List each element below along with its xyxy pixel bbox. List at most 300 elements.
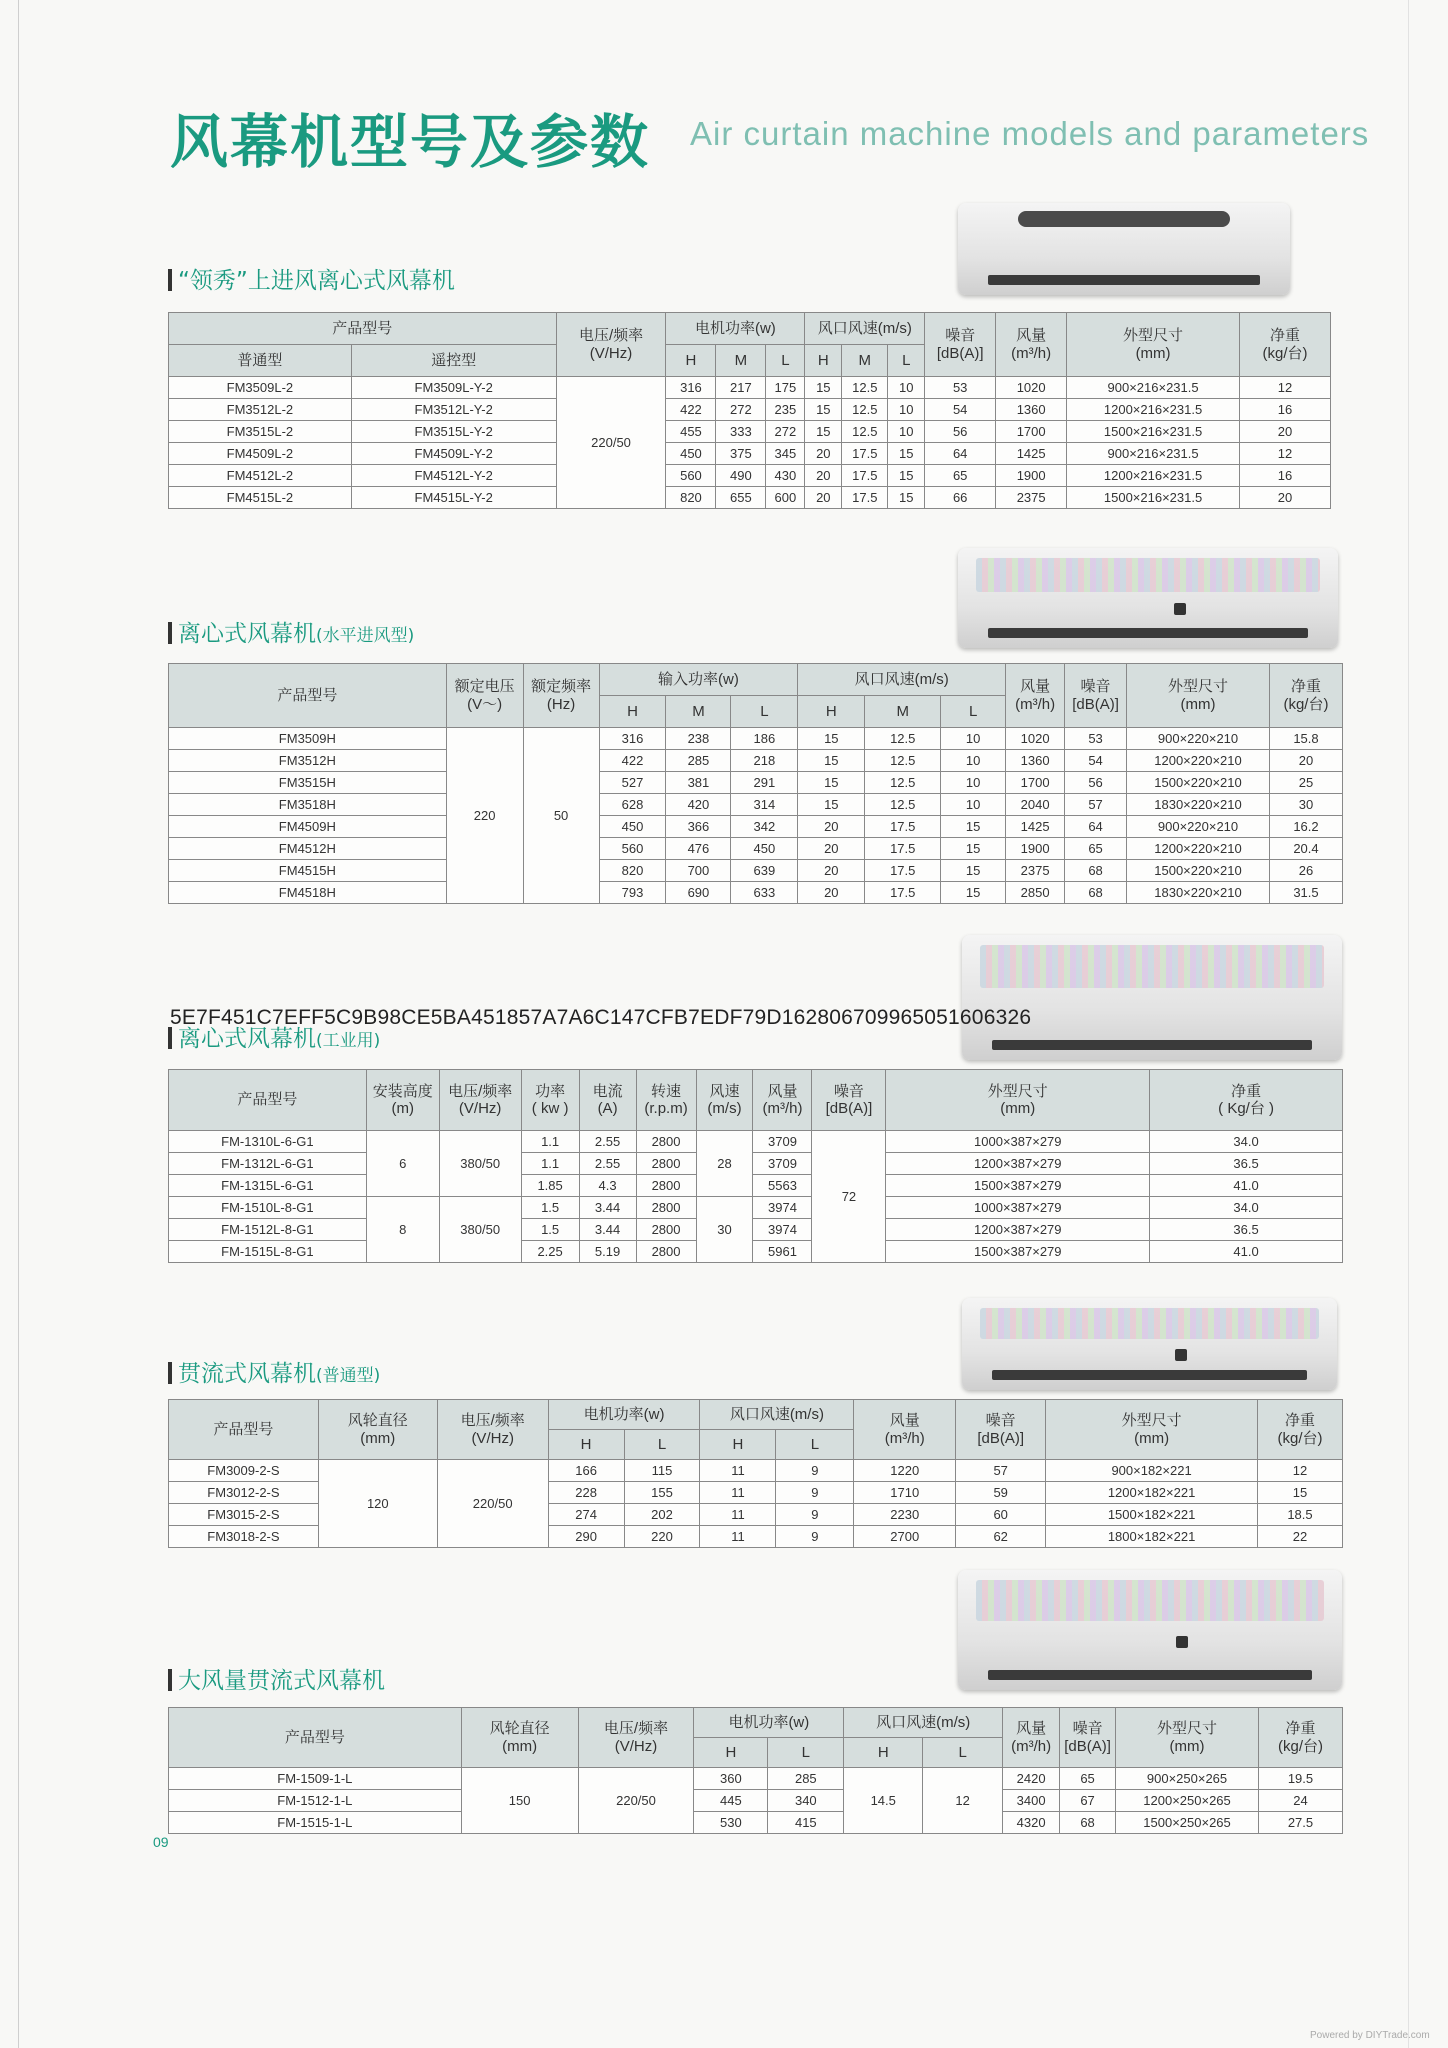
table-cell: 2.25: [521, 1241, 579, 1263]
table-cell: 1360: [996, 399, 1067, 421]
model-normal-cell: FM3515L-2: [169, 421, 352, 443]
table-cell: 217: [716, 377, 766, 399]
table-cell: 2375: [1006, 860, 1065, 882]
table-cell: 1.1: [521, 1153, 579, 1175]
table-cell: 9: [776, 1526, 854, 1548]
table-cell: 1700: [996, 421, 1067, 443]
col-air: 风量 (m³/h): [753, 1070, 812, 1131]
section1-title: “领秀”上进风离心式风幕机: [168, 262, 455, 295]
table-cell: 445: [694, 1790, 768, 1812]
table-cell: 1500×387×279: [886, 1241, 1150, 1263]
table-cell: 11: [700, 1482, 776, 1504]
table-cell: 560: [666, 465, 716, 487]
model-cell: FM3015-2-S: [169, 1504, 319, 1526]
col-noise: 噪音 [dB(A)]: [812, 1070, 886, 1131]
table-cell: 900×250×265: [1116, 1768, 1259, 1790]
table-cell: 20: [1240, 421, 1331, 443]
col-air: 风量 (m³/h): [854, 1400, 956, 1460]
model-cell: FM-1512-1-L: [169, 1790, 462, 1812]
col-wheel: 风轮直径 (mm): [318, 1400, 437, 1460]
model-cell: FM-1509-1-L: [169, 1768, 462, 1790]
table-cell: 1360: [1006, 750, 1065, 772]
table-cell: 333: [716, 421, 766, 443]
table-cell: 24: [1258, 1790, 1342, 1812]
col-weight: 净重 (kg/台): [1257, 1400, 1342, 1460]
table-cell: 64: [1065, 816, 1127, 838]
table-cell: 62: [956, 1526, 1046, 1548]
table-cell: 10: [941, 794, 1006, 816]
table-cell: 11: [700, 1460, 776, 1482]
table-cell: 3.44: [579, 1219, 636, 1241]
col-voltage: 电压/频率 (V/Hz): [556, 313, 666, 377]
col-speed-l: L: [776, 1430, 854, 1460]
col-speed-l: L: [923, 1738, 1003, 1768]
table-cell: 1425: [996, 443, 1067, 465]
model-cell: FM3512H: [169, 750, 447, 772]
col-dim: 外型尺寸 (mm): [1116, 1708, 1259, 1768]
table-cell: 450: [666, 443, 716, 465]
table-cell: 20: [805, 443, 842, 465]
table-cell: 9: [776, 1504, 854, 1526]
table-cell: 1500×182×221: [1046, 1504, 1258, 1526]
col-speed-h: H: [805, 345, 842, 377]
table-cell: 1900: [1006, 838, 1065, 860]
table-row: [169, 1768, 1343, 1790]
wheel-cell: 120: [318, 1460, 437, 1548]
table-cell: 1220: [854, 1460, 956, 1482]
table-cell: 1800×182×221: [1046, 1526, 1258, 1548]
table-cell: 68: [1065, 860, 1127, 882]
table-cell: 220: [624, 1526, 700, 1548]
model-remote-cell: FM4512L-Y-2: [351, 465, 556, 487]
table-cell: 291: [731, 772, 798, 794]
table-cell: 2040: [1006, 794, 1065, 816]
table-cell: 166: [548, 1460, 624, 1482]
table-cell: 68: [1065, 882, 1127, 904]
col-power-h: H: [694, 1738, 768, 1768]
table-cell: 2.55: [579, 1153, 636, 1175]
col-power-h: H: [666, 345, 716, 377]
table-row: [169, 816, 1343, 838]
section3-title: 离心式风幕机(工业用): [168, 1020, 380, 1053]
table-cell: 1900: [996, 465, 1067, 487]
table-cell: 1.5: [521, 1197, 579, 1219]
table-cell: 218: [731, 750, 798, 772]
height-cell: 6: [366, 1131, 439, 1197]
table-cell: 15: [941, 882, 1006, 904]
col-weight: 净重 ( Kg/台 ): [1150, 1070, 1343, 1131]
table-cell: 530: [694, 1812, 768, 1834]
col-speed-h: H: [798, 696, 865, 728]
model-cell: FM-1510L-8-G1: [169, 1197, 367, 1219]
table-cell: 15: [798, 794, 865, 816]
col-dim: 外型尺寸 (mm): [1127, 664, 1270, 728]
table-cell: 15: [941, 838, 1006, 860]
col-weight: 净重 (kg/台): [1258, 1708, 1342, 1768]
table-cell: 20: [1269, 750, 1342, 772]
table-cell: 10: [941, 750, 1006, 772]
table-cell: 1020: [1006, 728, 1065, 750]
table-cell: 1830×220×210: [1127, 882, 1270, 904]
table-cell: 53: [925, 377, 996, 399]
table-cell: 30: [1269, 794, 1342, 816]
table-cell: 1500×387×279: [886, 1175, 1150, 1197]
table-cell: 360: [694, 1768, 768, 1790]
table-cell: 3709: [753, 1153, 812, 1175]
table-cell: 5961: [753, 1241, 812, 1263]
table-cell: 20: [798, 838, 865, 860]
col-power: 功率 ( kw ): [521, 1070, 579, 1131]
product-image-industrial: [962, 935, 1342, 1060]
table-cell: 285: [768, 1768, 844, 1790]
table-row: [169, 882, 1343, 904]
table-cell: 34.0: [1150, 1197, 1343, 1219]
table-cell: 15: [1257, 1482, 1342, 1504]
col-speed-m: M: [865, 696, 941, 728]
table-cell: 12: [1240, 377, 1331, 399]
table-cell: 20: [805, 465, 842, 487]
table-cell: 238: [666, 728, 731, 750]
table-row: [169, 399, 1331, 421]
table-cell: 900×220×210: [1127, 816, 1270, 838]
table-cell: 1200×220×210: [1127, 750, 1270, 772]
table-cell: 1425: [1006, 816, 1065, 838]
model-cell: FM-1310L-6-G1: [169, 1131, 367, 1153]
table-cell: 2800: [636, 1175, 696, 1197]
table-cell: 65: [925, 465, 996, 487]
table-row: [169, 487, 1331, 509]
model-remote-cell: FM4515L-Y-2: [351, 487, 556, 509]
model-cell: FM3518H: [169, 794, 447, 816]
table-cell: 41.0: [1150, 1175, 1343, 1197]
table-cell: 12.5: [842, 399, 888, 421]
table-cell: 9: [776, 1460, 854, 1482]
table-cell: 155: [624, 1482, 700, 1504]
col-power: 电机功率(w): [548, 1400, 700, 1430]
table-cell: 12.5: [865, 750, 941, 772]
table-cell: 366: [666, 816, 731, 838]
voltage-cell: 220/50: [437, 1460, 548, 1548]
table-row: [169, 377, 1331, 399]
model-cell: FM-1515-1-L: [169, 1812, 462, 1834]
model-normal-cell: FM4509L-2: [169, 443, 352, 465]
table-cell: 476: [666, 838, 731, 860]
col-noise: 噪音 [dB(A)]: [956, 1400, 1046, 1460]
table-cell: 1500×220×210: [1127, 860, 1270, 882]
model-cell: FM-1315L-6-G1: [169, 1175, 367, 1197]
col-speed: 风口风速(m/s): [700, 1400, 854, 1430]
table-cell: 1500×216×231.5: [1067, 421, 1240, 443]
table-cell: 272: [716, 399, 766, 421]
table-cell: 115: [624, 1460, 700, 1482]
model-cell: FM4509H: [169, 816, 447, 838]
table-cell: 2800: [636, 1153, 696, 1175]
col-speed: 风口风速(m/s): [798, 664, 1006, 696]
table-cell: 2230: [854, 1504, 956, 1526]
table-row: [169, 838, 1343, 860]
table-cell: 1200×216×231.5: [1067, 465, 1240, 487]
table-cell: 20.4: [1269, 838, 1342, 860]
table-cell: 68: [1060, 1812, 1116, 1834]
table-cell: 340: [768, 1790, 844, 1812]
col-air: 风量 (m³/h): [1006, 664, 1065, 728]
table-cell: 235: [766, 399, 805, 421]
model-cell: FM3018-2-S: [169, 1526, 319, 1548]
table-cell: 54: [1065, 750, 1127, 772]
table-cell: 2700: [854, 1526, 956, 1548]
model-cell: FM-1512L-8-G1: [169, 1219, 367, 1241]
section5-title: 大风量贯流式风幕机: [168, 1662, 385, 1695]
table-cell: 342: [731, 816, 798, 838]
page-number: 09: [153, 1834, 169, 1850]
table-cell: 59: [956, 1482, 1046, 1504]
table-cell: 27.5: [1258, 1812, 1342, 1834]
table-cell: 290: [548, 1526, 624, 1548]
table-cell: 15: [798, 750, 865, 772]
table-row: [169, 750, 1343, 772]
table-cell: 19.5: [1258, 1768, 1342, 1790]
table-cell: 5563: [753, 1175, 812, 1197]
voltage-cell: 220/50: [556, 377, 666, 509]
table-row: [169, 1812, 1343, 1834]
table-cell: 202: [624, 1504, 700, 1526]
col-speed-m: M: [842, 345, 888, 377]
col-model: 产品型号: [169, 1708, 462, 1768]
table-cell: 17.5: [842, 487, 888, 509]
model-cell: FM3509H: [169, 728, 447, 750]
table-cell: 10: [888, 377, 925, 399]
col-wheel: 风轮直径 (mm): [461, 1708, 578, 1768]
table-cell: 175: [766, 377, 805, 399]
table-cell: 1200×182×221: [1046, 1482, 1258, 1504]
table-cell: 12.5: [842, 421, 888, 443]
col-voltage: 电压/频率 (V/Hz): [578, 1708, 694, 1768]
table-cell: 17.5: [842, 443, 888, 465]
table-cell: 17.5: [865, 816, 941, 838]
table-cell: 450: [731, 838, 798, 860]
col-current: 电流 (A): [579, 1070, 636, 1131]
noise-cell: 72: [812, 1131, 886, 1263]
table-cell: 15: [805, 421, 842, 443]
table-cell: 1830×220×210: [1127, 794, 1270, 816]
col-model: 产品型号: [169, 1400, 319, 1460]
table-cell: 1500×250×265: [1116, 1812, 1259, 1834]
table-cell: 17.5: [865, 882, 941, 904]
table-cell: 10: [888, 421, 925, 443]
col-model: 产品型号: [169, 313, 557, 345]
col-speed-l: L: [888, 345, 925, 377]
table-cell: 20: [1240, 487, 1331, 509]
table-cell: 15: [798, 728, 865, 750]
table-cell: 15: [941, 860, 1006, 882]
table-cell: 272: [766, 421, 805, 443]
table-cell: 15: [888, 465, 925, 487]
section1-table: [168, 312, 1331, 509]
model-cell: FM4518H: [169, 882, 447, 904]
table-cell: 10: [941, 772, 1006, 794]
section3-table: [168, 1069, 1343, 1263]
col-remote: 遥控型: [351, 345, 556, 377]
table-cell: 65: [1065, 838, 1127, 860]
col-dim: 外型尺寸 (mm): [886, 1070, 1150, 1131]
table-cell: 1.1: [521, 1131, 579, 1153]
table-cell: 1.85: [521, 1175, 579, 1197]
table-cell: 1710: [854, 1482, 956, 1504]
table-cell: 41.0: [1150, 1241, 1343, 1263]
table-cell: 36.5: [1150, 1219, 1343, 1241]
table-cell: 67: [1060, 1790, 1116, 1812]
col-dim: 外型尺寸 (mm): [1067, 313, 1240, 377]
table-row: [169, 860, 1343, 882]
table-cell: 690: [666, 882, 731, 904]
table-cell: 5.19: [579, 1241, 636, 1263]
table-cell: 11: [700, 1504, 776, 1526]
col-weight: 净重 (kg/台): [1240, 313, 1331, 377]
col-normal: 普通型: [169, 345, 352, 377]
section2-table: [168, 663, 1343, 904]
table-cell: 1700: [1006, 772, 1065, 794]
table-cell: 12.5: [865, 728, 941, 750]
table-row: [169, 1241, 1343, 1263]
table-cell: 12.5: [865, 772, 941, 794]
col-power: 输入功率(w): [599, 664, 798, 696]
table-cell: 12.5: [865, 794, 941, 816]
table-cell: 3709: [753, 1131, 812, 1153]
table-row: [169, 1790, 1343, 1812]
model-cell: FM-1515L-8-G1: [169, 1241, 367, 1263]
table-cell: 793: [599, 882, 666, 904]
table-cell: 900×216×231.5: [1067, 377, 1240, 399]
col-voltage: 电压/频率 (V/Hz): [439, 1070, 521, 1131]
col-power-m: M: [716, 345, 766, 377]
table-row: [169, 465, 1331, 487]
table-cell: 20: [798, 860, 865, 882]
table-row: [169, 1219, 1343, 1241]
col-noise: 噪音 [dB(A)]: [1060, 1708, 1116, 1768]
col-height: 安装高度 (m): [366, 1070, 439, 1131]
table-cell: 2420: [1003, 1768, 1060, 1790]
table-cell: 490: [716, 465, 766, 487]
table-cell: 900×182×221: [1046, 1460, 1258, 1482]
table-cell: 1020: [996, 377, 1067, 399]
table-cell: 655: [716, 487, 766, 509]
page-subtitle: Air curtain machine models and parameters: [690, 115, 1370, 152]
table-cell: 15: [798, 772, 865, 794]
table-cell: 20: [798, 882, 865, 904]
model-cell: FM3515H: [169, 772, 447, 794]
table-cell: 274: [548, 1504, 624, 1526]
col-power-m: M: [666, 696, 731, 728]
col-power-l: L: [766, 345, 805, 377]
section2-title: 离心式风幕机(水平进风型): [168, 615, 414, 648]
table-cell: 4.3: [579, 1175, 636, 1197]
voltage-cell: 220/50: [578, 1768, 694, 1834]
table-cell: 186: [731, 728, 798, 750]
col-freq: 额定频率 (Hz): [523, 664, 599, 728]
col-speed-l: L: [941, 696, 1006, 728]
table-cell: 16.2: [1269, 816, 1342, 838]
table-cell: 820: [666, 487, 716, 509]
table-cell: 64: [925, 443, 996, 465]
table-cell: 900×216×231.5: [1067, 443, 1240, 465]
table-cell: 3.44: [579, 1197, 636, 1219]
voltage-cell: 380/50: [439, 1131, 521, 1197]
table-cell: 2800: [636, 1219, 696, 1241]
table-cell: 16: [1240, 399, 1331, 421]
model-remote-cell: FM4509L-Y-2: [351, 443, 556, 465]
speed-cell: 28: [696, 1131, 753, 1197]
section4-table: [168, 1399, 1343, 1548]
col-speed: 风速 (m/s): [696, 1070, 753, 1131]
table-cell: 15: [888, 443, 925, 465]
watermark: Powered by DIYTrade.com: [1310, 2030, 1430, 2041]
model-normal-cell: FM3509L-2: [169, 377, 352, 399]
table-cell: 57: [1065, 794, 1127, 816]
col-power-l: L: [731, 696, 798, 728]
table-cell: 54: [925, 399, 996, 421]
table-row: [169, 728, 1343, 750]
table-cell: 422: [666, 399, 716, 421]
table-cell: 628: [599, 794, 666, 816]
page-title: 风幕机型号及参数: [170, 108, 651, 176]
product-image-crossflow: [962, 1298, 1337, 1390]
height-cell: 8: [366, 1197, 439, 1263]
table-cell: 2375: [996, 487, 1067, 509]
table-cell: 15: [805, 377, 842, 399]
table-row: [169, 794, 1343, 816]
table-row: [169, 1460, 1343, 1482]
table-cell: 15: [941, 816, 1006, 838]
table-cell: 450: [599, 816, 666, 838]
table-cell: 15.8: [1269, 728, 1342, 750]
table-cell: 56: [1065, 772, 1127, 794]
table-cell: 1200×216×231.5: [1067, 399, 1240, 421]
col-power-h: H: [548, 1430, 624, 1460]
table-cell: 3400: [1003, 1790, 1060, 1812]
table-cell: 228: [548, 1482, 624, 1504]
page-edge-right: [1408, 0, 1409, 2048]
table-row: [169, 443, 1331, 465]
table-cell: 53: [1065, 728, 1127, 750]
table-cell: 1200×250×265: [1116, 1790, 1259, 1812]
table-cell: 700: [666, 860, 731, 882]
table-cell: 314: [731, 794, 798, 816]
table-cell: 15: [888, 487, 925, 509]
table-cell: 2850: [1006, 882, 1065, 904]
model-cell: FM3012-2-S: [169, 1482, 319, 1504]
table-cell: 316: [666, 377, 716, 399]
model-remote-cell: FM3512L-Y-2: [351, 399, 556, 421]
table-cell: 25: [1269, 772, 1342, 794]
table-cell: 560: [599, 838, 666, 860]
table-cell: 18.5: [1257, 1504, 1342, 1526]
col-power: 电机功率(w): [666, 313, 805, 345]
section5-table: [168, 1707, 1343, 1834]
col-noise: 噪音 [dB(A)]: [1065, 664, 1127, 728]
col-speed-h: H: [700, 1430, 776, 1460]
col-voltage: 额定电压 (V～): [446, 664, 523, 728]
table-cell: 15: [805, 399, 842, 421]
table-cell: 285: [666, 750, 731, 772]
model-remote-cell: FM3515L-Y-2: [351, 421, 556, 443]
speed-l-cell: 12: [923, 1768, 1003, 1834]
model-cell: FM-1312L-6-G1: [169, 1153, 367, 1175]
table-cell: 1000×387×279: [886, 1131, 1150, 1153]
table-cell: 2.55: [579, 1131, 636, 1153]
table-cell: 820: [599, 860, 666, 882]
table-cell: 1000×387×279: [886, 1197, 1150, 1219]
table-row: [169, 1131, 1343, 1153]
